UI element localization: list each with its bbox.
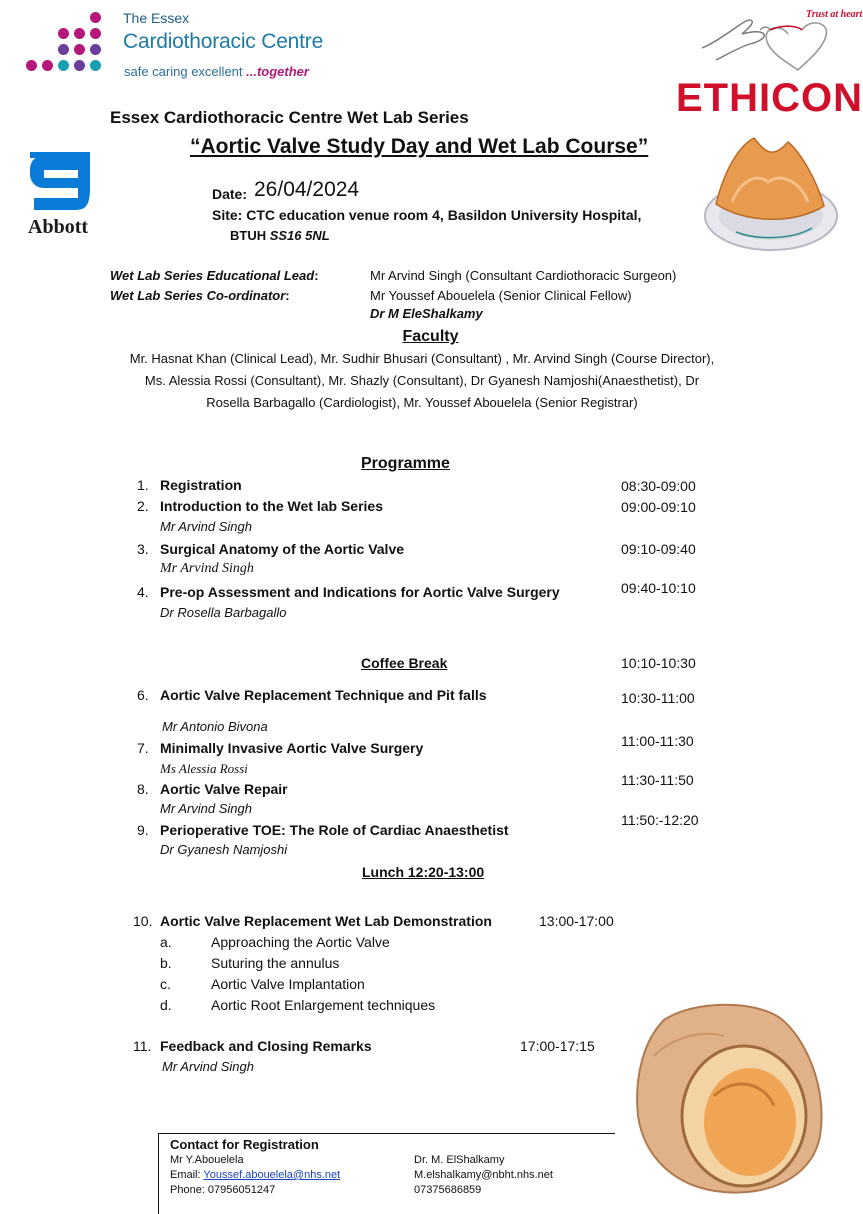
item-time: 17:00-17:15 [520,1038,595,1054]
site-postcode: SS16 5NL [269,228,330,243]
essex-logo-line1: The Essex [123,10,190,26]
item-speaker: Mr Arvind Singh [160,801,252,816]
item-time: 11:30-11:50 [621,772,694,788]
coffee-break: Coffee Break [361,655,448,671]
item-number: 4. [137,584,149,600]
item-time: 11:00-11:30 [621,733,694,749]
item-title: Aortic Valve Replacement Technique and Pit falls [160,687,487,703]
ethicon-tagline: Trust at heart [806,9,863,20]
coordinator-value: Mr Youssef Abouelela (Senior Clinical Fellow) [370,288,632,303]
item-number: 1. [137,477,149,493]
item-time: 09:40-10:10 [621,580,696,596]
abbott-logo-text: Abbott [28,216,89,238]
item-time: 10:30-11:00 [621,690,695,706]
essex-logo-line2: Cardiothoracic Centre [123,30,324,53]
prosthetic-valve-illustration [696,124,846,264]
item-speaker: Ms Alessia Rossi [160,761,248,776]
item-title: Pre-op Assessment and Indications for Aortic Valve Surgery [160,584,560,600]
item-speaker: Dr Rosella Barbagallo [160,605,287,620]
item-title: Registration [160,477,242,493]
ethicon-heart-hand-illustration [698,4,863,74]
contact-right-email[interactable]: M.elshalkamy@nbht.nhs.net [414,1169,553,1181]
date-value: 26/04/2024 [254,178,360,201]
coordinator-value-2: Dr M EleShalkamy [370,306,483,321]
subitem-text: Approaching the Aortic Valve [211,934,390,950]
item-number: 6. [137,687,149,703]
subitem-letter: d. [160,997,172,1013]
abbott-logo-icon [24,148,104,214]
ethicon-logo-text: ETHICON [676,76,863,120]
lunch-break: Lunch 12:20-13:00 [362,864,485,880]
contact-left-name: Mr Y.Abouelela [170,1154,244,1166]
item-time: 09:00-09:10 [621,499,696,515]
lead-label: Wet Lab Series Educational Lead: [110,268,319,283]
contact-left-email-link[interactable]: Youssef.abouelela@nhs.net [203,1169,341,1181]
item-speaker: Mr Arvind Singh [160,519,252,534]
item-speaker: Dr Gyanesh Namjoshi [160,842,288,857]
date-label: Date: [212,186,248,202]
logo-dot [26,60,37,71]
coordinator-label: Wet Lab Series Co-ordinator: [110,288,290,303]
course-title: “Aortic Valve Study Day and Wet Lab Course” [190,135,649,158]
item-number: 9. [137,822,149,838]
logo-dot [90,60,101,71]
contact-left-email: Email: Youssef.abouelela@nhs.net [170,1169,341,1181]
lead-value: Mr Arvind Singh (Consultant Cardiothoracic Surgeon) [370,268,677,283]
logo-dot [90,12,101,23]
essex-logo-tagline: safe caring excellent ...together [124,64,309,79]
contact-heading: Contact for Registration [170,1137,319,1152]
logo-dot [90,28,101,39]
item-speaker: Mr Antonio Bivona [162,719,268,734]
subitem-text: Aortic Root Enlargement techniques [211,997,436,1013]
logo-dot [58,44,69,55]
item-time: 11:50:-12:20 [621,812,699,828]
item-speaker: Mr Arvind Singh [160,561,254,576]
item-title: Aortic Valve Replacement Wet Lab Demonstration [160,913,492,929]
logo-dot [74,44,85,55]
logo-dot [90,44,101,55]
contact-left-phone: Phone: 07956051247 [170,1184,276,1196]
logo-dot [42,60,53,71]
item-title: Aortic Valve Repair [160,781,288,797]
subitem-letter: b. [160,955,172,971]
site-line-2: BTUH SS16 5NL [230,228,330,243]
subitem-letter: a. [160,934,172,950]
subitem-text: Aortic Valve Implantation [211,976,365,992]
item-number: 10. [133,913,153,929]
item-number: 3. [137,541,149,557]
item-number: 7. [137,740,149,756]
item-number: 8. [137,781,149,797]
logo-dot [74,60,85,71]
item-title: Introduction to the Wet lab Series [160,498,383,514]
site-line-1: Site: CTC education venue room 4, Basildon University Hospital, [212,207,642,223]
subitem-letter: c. [160,976,171,992]
contact-right-phone: 07375686859 [414,1184,482,1196]
item-number: 2. [137,498,149,514]
faculty-heading: Faculty [402,328,459,345]
logo-dot [58,60,69,71]
item-title: Perioperative TOE: The Role of Cardiac Anaesthetist [160,822,509,838]
item-title: Feedback and Closing Remarks [160,1038,372,1054]
contact-right-name: Dr. M. ElShalkamy [414,1154,505,1166]
item-speaker: Mr Arvind Singh [162,1059,254,1074]
item-time: 10:10-10:30 [621,655,696,671]
item-title: Surgical Anatomy of the Aortic Valve [160,541,405,557]
logo-dot [58,28,69,39]
faculty-list: Mr. Hasnat Khan (Clinical Lead), Mr. Sudhir Bhusari (Consultant) , Mr. Arvind Singh (Course Director), Ms. Alessia Rossi (Consultant), Mr. Shazly (Consultant), Dr Gyanesh Namjoshi(Anaesthetist), Dr Rosella Barbagallo (Cardiologist), Mr. Youssef Abouelela (Senior Registrar) [129,351,715,410]
item-time: 08:30-09:00 [621,478,696,494]
item-number: 11. [133,1038,152,1054]
item-title: Minimally Invasive Aortic Valve Surgery [160,740,424,756]
aortic-root-illustration [624,996,844,1200]
series-title: Essex Cardiothoracic Centre Wet Lab Series [110,108,469,127]
programme-heading: Programme [361,455,450,472]
item-time: 09:10-09:40 [621,541,696,557]
subitem-text: Suturing the annulus [211,955,340,971]
item-time: 13:00-17:00 [539,913,614,929]
logo-dot [74,28,85,39]
